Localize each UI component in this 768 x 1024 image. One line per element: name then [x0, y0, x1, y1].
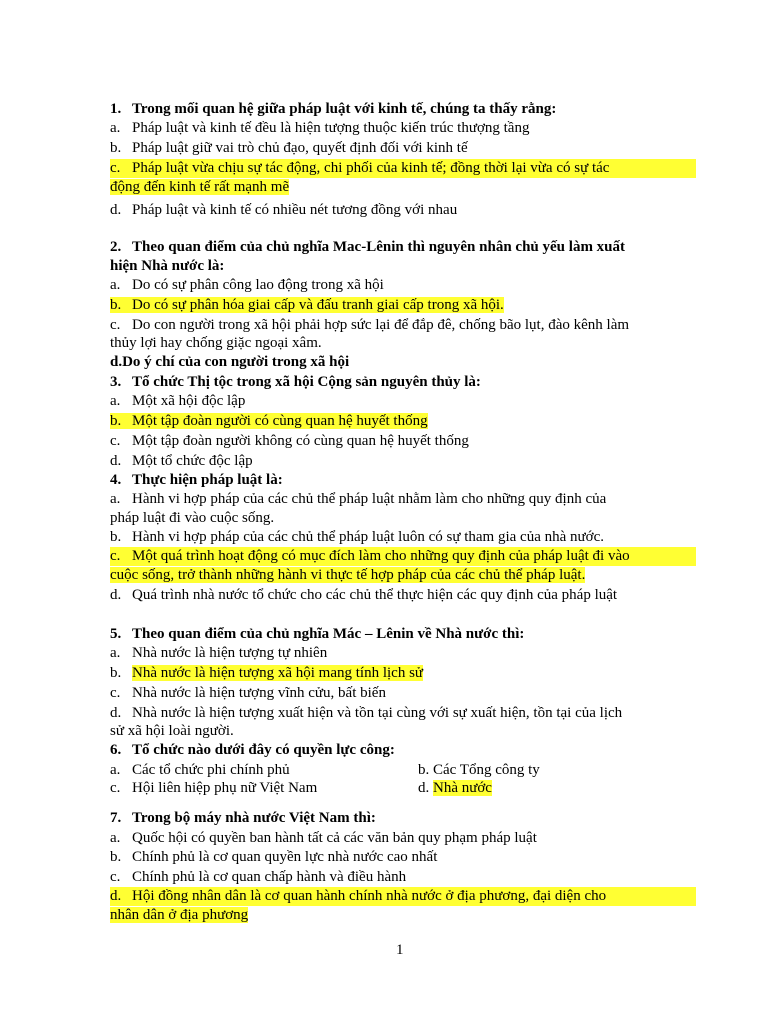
question-2-option-b: b. Do có sự phân hóa giai cấp và đấu tranh giai cấp trong xã hội. [110, 297, 504, 313]
question-4-option-c-cont: cuộc sống, trở thành những hành vi thực tế hợp pháp của các chủ thể pháp luật. [110, 567, 586, 583]
question-6-option-c: c. Hội liên hiệp phụ nữ Việt Nam [110, 780, 318, 796]
question-3-option-d: d. Một tổ chức độc lập [110, 453, 253, 469]
question-5-option-c: c. Nhà nước là hiện tượng vĩnh cửu, bất biến [110, 685, 386, 701]
question-1-option-c-cont: động đến kinh tế rất mạnh mẽ [110, 179, 290, 195]
question-7-option-d: d. Hội đồng nhân dân là cơ quan hành chính nhà nước ở địa phương, đại diện cho [110, 887, 696, 906]
question-6-row-1 [110, 761, 696, 780]
question-4-option-a-cont: pháp luật đi vào cuộc sống. [110, 510, 275, 526]
question-1-option-a: a. Pháp luật và kinh tế đều là hiện tượng thuộc kiến trúc thượng tầng [110, 120, 530, 136]
question-2-option-c-cont: thủy lợi hay chống giặc ngoại xâm. [110, 335, 322, 351]
question-7-title: 7. Trong bộ máy nhà nước Việt Nam thì: [110, 810, 376, 826]
question-6-option-b: b. Các Tổng công ty [418, 762, 540, 778]
question-5-option-d: d. Nhà nước là hiện tượng xuất hiện và tồn tại cùng với sự xuất hiện, tồn tại của lịch [110, 705, 623, 721]
question-6-option-d: d. Nhà nước [418, 780, 492, 796]
question-5-option-b: b. Nhà nước là hiện tượng xã hội mang tính lịch sử [110, 665, 424, 681]
question-4-option-d: d. Quá trình nhà nước tổ chức cho các chủ thể thực hiện các quy định của pháp luật [110, 587, 618, 603]
question-2-option-d: d.Do ý chí của con người trong xã hội [110, 354, 350, 370]
question-3-option-b: b. Một tập đoàn người có cùng quan hệ huyết thống [110, 413, 428, 429]
question-5-title: 5. Theo quan điểm của chủ nghĩa Mác – Lênin về Nhà nước thì: [110, 626, 525, 642]
question-1-option-b: b. Pháp luật giữ vai trò chủ đạo, quyết định đối với kinh tế [110, 140, 468, 156]
question-1-option-c: c. Pháp luật vừa chịu sự tác động, chi phối của kinh tế; đồng thời lại vừa có sự tác [110, 159, 696, 178]
question-1-option-d: d. Pháp luật và kinh tế có nhiều nét tương đồng với nhau [110, 202, 458, 218]
question-4-option-b: b. Hành vi hợp pháp của các chủ thể pháp luật luôn có sự tham gia của nhà nước. [110, 529, 604, 545]
question-6-option-a: a. Các tổ chức phi chính phủ [110, 762, 290, 778]
question-2-option-c: c. Do con người trong xã hội phải hợp sức lại để đắp đê, chống bão lụt, đào kênh làm [110, 317, 630, 333]
question-2-title: 2. Theo quan điểm của chủ nghĩa Mac-Lênin thì nguyên nhân chủ yếu làm xuất [110, 239, 626, 255]
question-4-option-a: a. Hành vi hợp pháp của các chủ thể pháp luật nhằm làm cho những quy định của [110, 491, 607, 507]
question-5-option-a: a. Nhà nước là hiện tượng tự nhiên [110, 645, 328, 661]
page-number: 1 [396, 942, 404, 958]
question-7-option-d-cont: nhân dân ở địa phương [110, 907, 249, 923]
question-3-option-c: c. Một tập đoàn người không có cùng quan hệ huyết thống [110, 433, 469, 449]
question-3-option-a: a. Một xã hội độc lập [110, 393, 246, 409]
question-2-title-cont: hiện Nhà nước là: [110, 258, 225, 274]
question-7-option-b: b. Chính phủ là cơ quan quyền lực nhà nước cao nhất [110, 849, 438, 865]
question-6-title: 6. Tổ chức nào dưới đây có quyền lực công: [110, 742, 395, 758]
question-7-option-c: c. Chính phủ là cơ quan chấp hành và điều hành [110, 869, 407, 885]
question-1-title: 1. Trong mối quan hệ giữa pháp luật với kinh tế, chúng ta thấy rằng: [110, 101, 557, 117]
question-4-option-c: c. Một quá trình hoạt động có mục đích làm cho những quy định của pháp luật đi vào [110, 547, 696, 566]
question-5-option-d-cont: sử xã hội loài người. [110, 723, 234, 739]
question-6-row-2 [110, 779, 696, 798]
question-3-title: 3. Tổ chức Thị tộc trong xã hội Cộng sản nguyên thủy là: [110, 374, 481, 390]
question-4-title: 4. Thực hiện pháp luật là: [110, 472, 283, 488]
question-7-option-a: a. Quốc hội có quyền ban hành tất cả các văn bản quy phạm pháp luật [110, 830, 537, 846]
question-2-option-a: a. Do có sự phân công lao động trong xã hội [110, 277, 384, 293]
